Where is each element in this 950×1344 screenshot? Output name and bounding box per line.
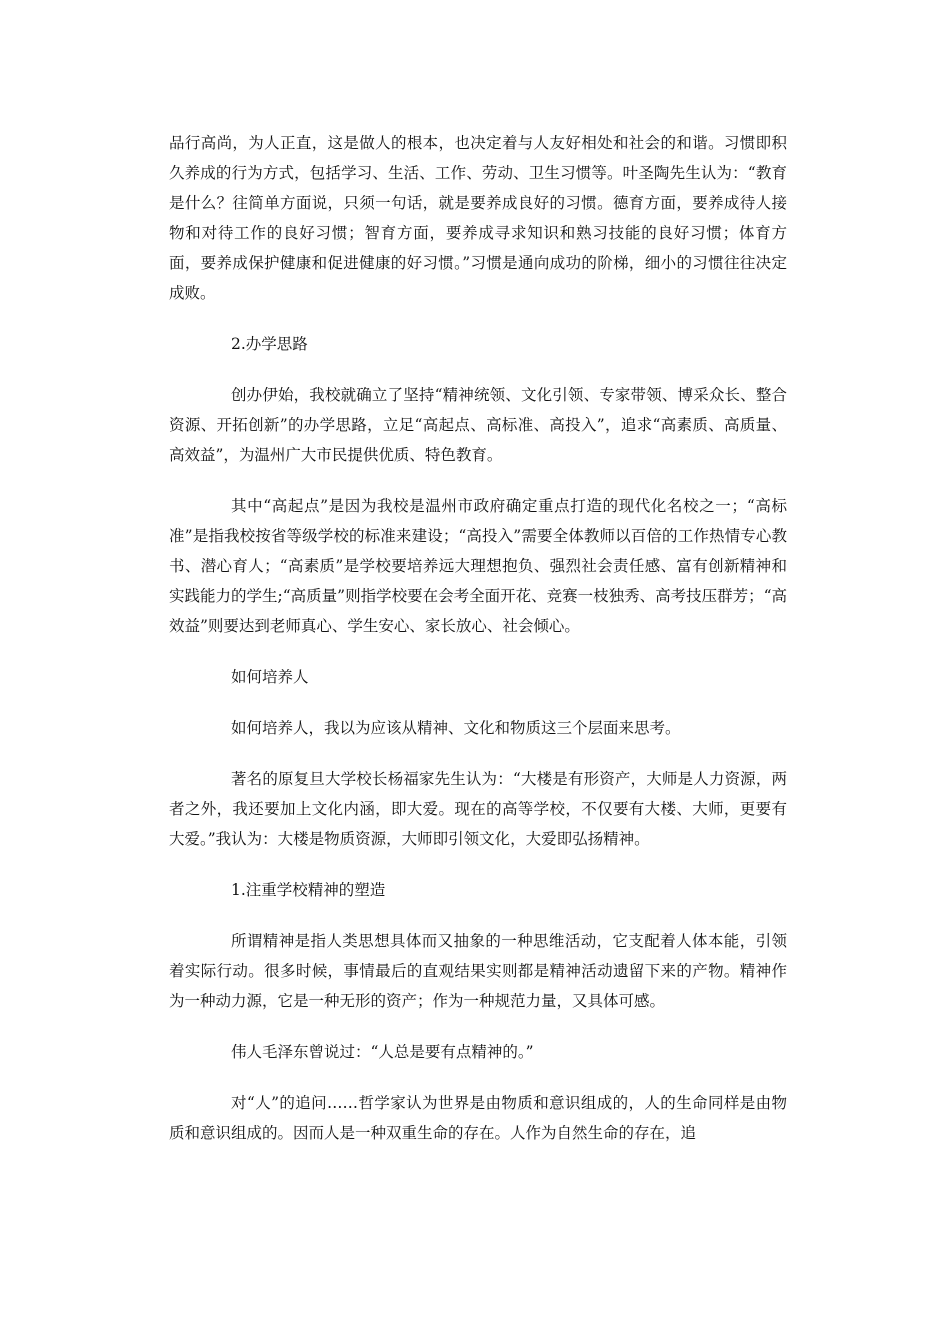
- document-page: [169, 128, 787, 1169]
- paragraph-spirit-definition: 所谓精神是指人类思想具体而又抽象的一种思维活动，它支配着人体本能，引领着实际行动。很多时候，事情最后的直观结果实则都是精神活动遗留下来的产物。精神作为一种动力源，它是一种无形的资产；作为一种规范力量，又具体可感。: [169, 932, 787, 1010]
- paragraph-high-standards: 其中“高起点”是因为我校是温州市政府确定重点打造的现代化名校之一；“高标准”是指我校按省等级学校的标准来建设；“高投入”需要全体教师以百倍的工作热情专心教书、潜心育人；“高素质”是学校要培养远大理想抱负、强烈社会责任感、富有创新精神和实践能力的学生;“高质量”则指学校要在会考全面开花、竞赛一枝独秀、高考技压群芳；“高效益”则要达到老师真心、学生安心、家长放心、社会倾心。: [169, 497, 787, 635]
- paragraph-mao-quote: 伟人毛泽东曾说过：“人总是要有点精神的。”: [231, 1043, 534, 1061]
- paragraph-habits: 品行高尚，为人正直，这是做人的根本，也决定着与人友好相处和社会的和谐。习惯即积久养成的行为方式，包括学习、生活、工作、劳动、卫生习惯等。叶圣陶先生认为：“教育是什么？往简单方面说，只须一句话，就是要养成良好的习惯。德育方面，要养成待人接物和对待工作的良好习惯；智育方面，要养成寻求知识和熟习技能的良好习惯；体育方面，要养成保护健康和促进健康的好习惯。”习惯是通向成功的阶梯，细小的习惯往往决定成败。: [169, 134, 787, 302]
- paragraph-three-levels: 如何培养人，我以为应该从精神、文化和物质这三个层面来思考。: [231, 719, 681, 737]
- heading-school-philosophy: 2.办学思路: [231, 335, 308, 353]
- heading-how-to-cultivate: 如何培养人: [231, 668, 309, 686]
- paragraph-human-inquiry: 对“人”的追问……哲学家认为世界是由物质和意识组成的，人的生命同样是由物质和意识组成的。因而人是一种双重生命的存在。人作为自然生命的存在，追: [169, 1094, 787, 1142]
- paragraph-school-philosophy: 创办伊始，我校就确立了坚持“精神统领、文化引领、专家带领、博采众长、整合资源、开拓创新”的办学思路，立足“高起点、高标准、高投入”，追求“高素质、高质量、高效益”，为温州广大市民提供优质、特色教育。: [169, 386, 787, 464]
- heading-school-spirit: 1.注重学校精神的塑造: [231, 881, 386, 899]
- paragraph-yang-fujia-quote: 著名的原复旦大学校长杨福家先生认为：“大楼是有形资产，大师是人力资源，两者之外，我还要加上文化内涵，即大爱。现在的高等学校，不仅要有大楼、大师，更要有大爱。”我认为：大楼是物质资源，大师即引领文化，大爱即弘扬精神。: [169, 770, 787, 848]
